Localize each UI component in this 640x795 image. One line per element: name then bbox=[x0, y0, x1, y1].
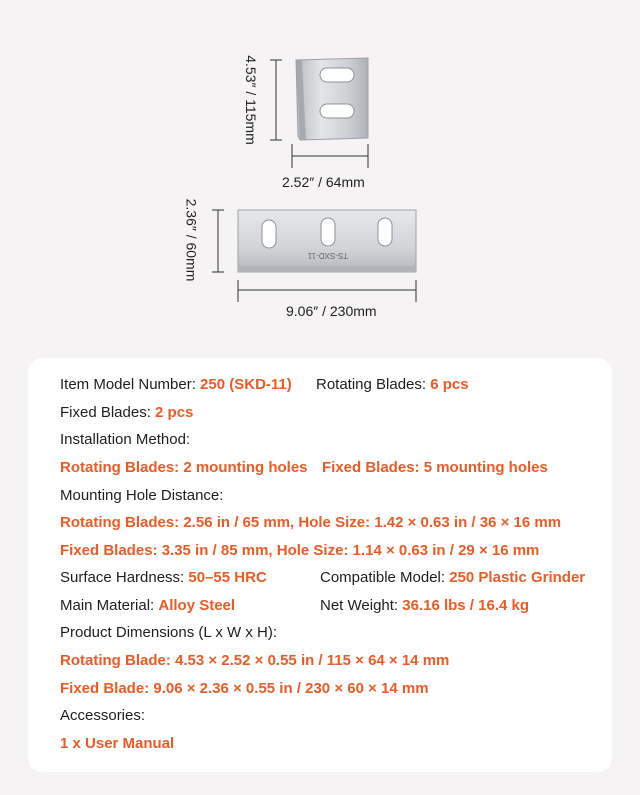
material-row bbox=[60, 597, 530, 615]
large-height-label: 2.36″ / 60mm bbox=[183, 198, 200, 282]
spec-card bbox=[28, 358, 612, 772]
hardness-label: Surface Hardness: bbox=[60, 569, 189, 586]
model-value: 250 (SKD-11) bbox=[200, 376, 292, 393]
large-height-dimension bbox=[212, 210, 224, 272]
dims-fixed: Fixed Blade: 9.06 × 2.36 × 0.55 in / 230 × 60 × 14 mm bbox=[60, 680, 429, 697]
weight-label: Net Weight: bbox=[320, 597, 403, 614]
large-width-dimension bbox=[238, 280, 416, 302]
mount-rotating: Rotating Blades: 2.56 in / 65 mm, Hole Size: 1.42 × 0.63 in / 36 × 16 mm bbox=[60, 514, 562, 531]
model-label: Item Model Number: bbox=[60, 376, 201, 393]
model-row bbox=[60, 376, 469, 394]
hardness-row bbox=[60, 569, 586, 587]
rotating-count-value: 6 pcs bbox=[430, 376, 469, 393]
accessories-label: Accessories: bbox=[60, 707, 146, 724]
weight-value: 36.16 lbs / 16.4 kg bbox=[402, 597, 530, 614]
fixed-blade-image bbox=[238, 210, 416, 272]
mount-label: Mounting Hole Distance: bbox=[60, 487, 224, 504]
blade-diagram bbox=[0, 0, 640, 340]
mount-fixed: Fixed Blades: 3.35 in / 85 mm, Hole Size: 1.14 × 0.63 in / 29 × 16 mm bbox=[60, 542, 540, 559]
dims-rotating: Rotating Blade: 4.53 × 2.52 × 0.55 in / 115 × 64 × 14 mm bbox=[60, 652, 450, 669]
compat-value: 250 Plastic Grinder bbox=[449, 569, 586, 586]
small-width-dimension bbox=[292, 144, 368, 168]
small-height-label: 4.53″ / 115mm bbox=[242, 55, 259, 145]
material-label: Main Material: bbox=[60, 597, 159, 614]
large-width-label: 9.06″ / 230mm bbox=[286, 303, 377, 319]
install-row bbox=[60, 459, 548, 477]
material-value: Alloy Steel bbox=[158, 597, 236, 614]
rotating-count-label: Rotating Blades: bbox=[316, 376, 431, 393]
hardness-value: 50–55 HRC bbox=[188, 569, 267, 586]
install-rotating: Rotating Blades: 2 mounting holes bbox=[60, 459, 308, 476]
install-fixed: Fixed Blades: 5 mounting holes bbox=[322, 459, 548, 476]
fixed-count-row bbox=[60, 404, 193, 422]
install-label: Installation Method: bbox=[60, 431, 191, 448]
blade-illustration bbox=[0, 0, 640, 340]
blade-engraving: TS-SXD-11 bbox=[307, 251, 349, 260]
compat-label: Compatible Model: bbox=[320, 569, 450, 586]
small-width-label: 2.52″ / 64mm bbox=[282, 174, 365, 190]
accessories-value: 1 x User Manual bbox=[60, 735, 175, 752]
small-height-dimension bbox=[270, 60, 282, 140]
fixed-count-label: Fixed Blades: bbox=[60, 404, 156, 421]
fixed-count-value: 2 pcs bbox=[155, 404, 194, 421]
rotating-blade-image bbox=[296, 58, 368, 140]
dims-label: Product Dimensions (L x W x H): bbox=[60, 624, 277, 641]
